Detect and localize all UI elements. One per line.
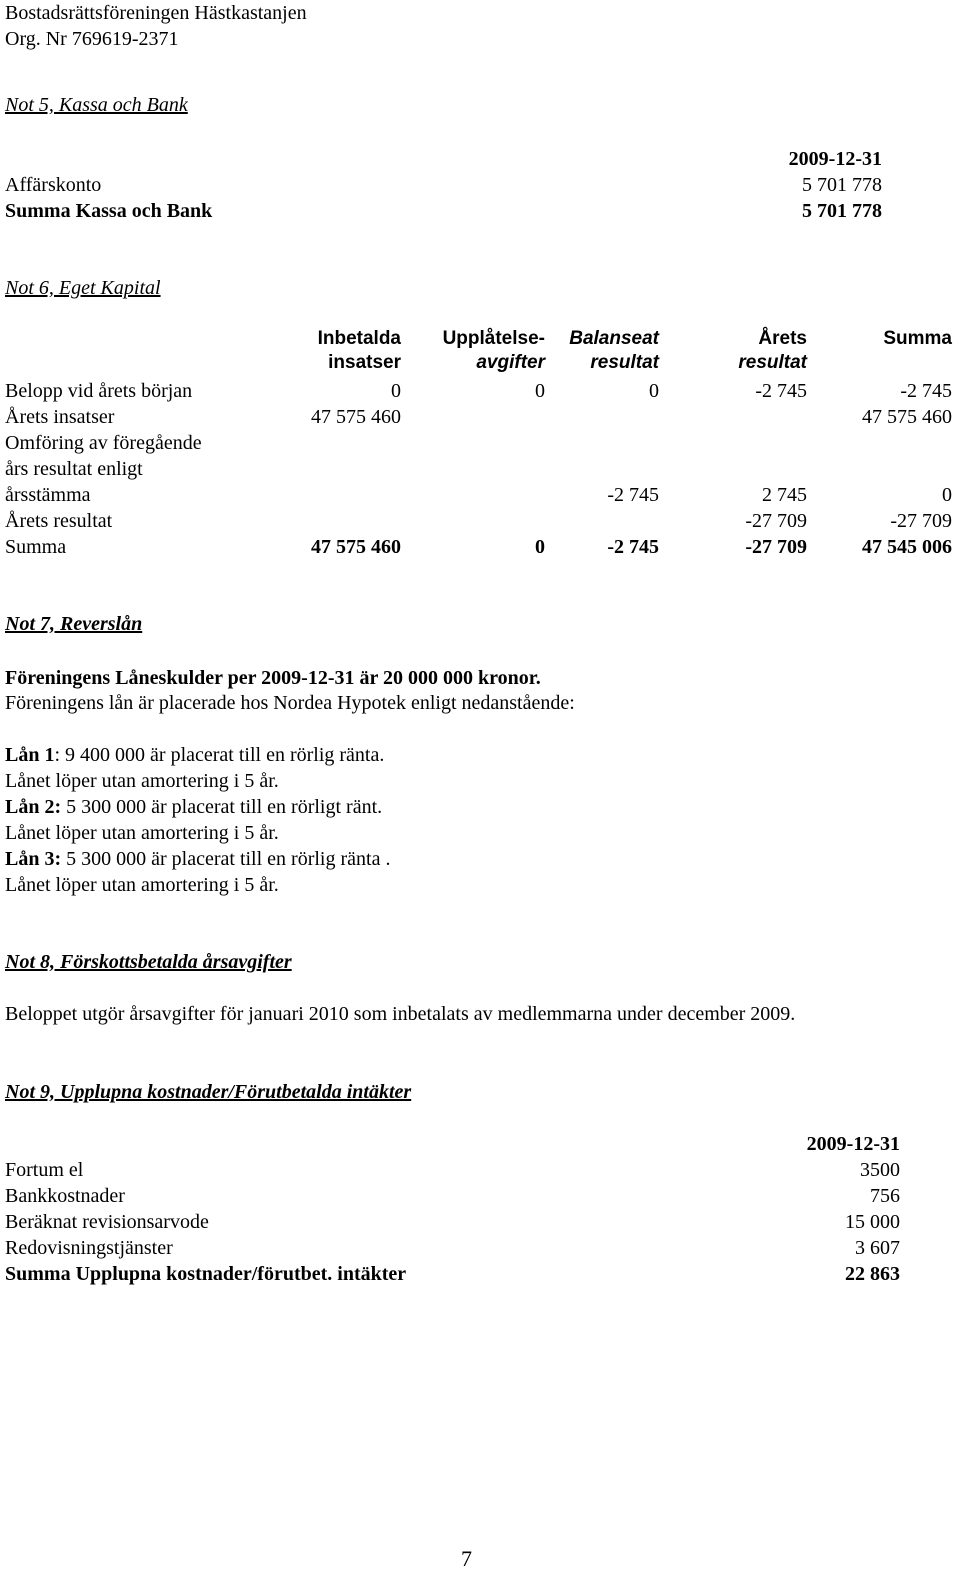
loan-line <box>5 744 384 766</box>
cell: -27 709 <box>745 536 807 558</box>
cell: 47 575 460 <box>311 536 401 558</box>
loan-term: Lånet löper utan amortering i 5 år. <box>5 822 279 844</box>
loan-line <box>5 848 390 870</box>
row-label: Omföring av föregående <box>5 432 202 454</box>
note7-lead: Föreningens Låneskulder per 2009-12-31 är 20 000 000 kronor. <box>5 667 541 689</box>
col-header: Balanseat <box>569 328 659 349</box>
page-number: 7 <box>461 1546 472 1571</box>
note5-sum-label: Summa Kassa och Bank <box>5 200 213 222</box>
note9-date: 2009-12-31 <box>806 1133 900 1155</box>
col-header: Inbetalda <box>317 328 401 349</box>
note9-row-label: Beräknat revisionsarvode <box>5 1211 209 1233</box>
loan-text: 5 300 000 är placerat till en rörlig ränta . <box>61 848 391 870</box>
note9-sum-label: Summa Upplupna kostnader/förutbet. intäkter <box>5 1263 407 1285</box>
table-row <box>0 458 960 484</box>
note5-title: Not 5, Kassa och Bank <box>5 94 188 116</box>
table-row <box>0 510 960 536</box>
loan-term: Lånet löper utan amortering i 5 år. <box>5 874 279 896</box>
cell: -27 709 <box>890 510 952 532</box>
note9-row-value: 3500 <box>860 1159 900 1181</box>
cell: 0 <box>535 380 545 402</box>
table-row-sum <box>0 536 960 562</box>
loan-name: Lån 1 <box>5 744 55 766</box>
note9-sum-value: 22 863 <box>845 1263 900 1285</box>
row-label: Årets insatser <box>5 406 115 428</box>
col-header: resultat <box>590 352 659 373</box>
note7-title: Not 7, Reverslån <box>5 613 143 635</box>
cell: 47 575 460 <box>862 406 952 428</box>
cell: -2 745 <box>607 484 659 506</box>
note9-row-value: 756 <box>870 1185 900 1207</box>
cell: 2 745 <box>762 484 807 506</box>
cell: -2 745 <box>755 380 807 402</box>
note9-row-label: Bankkostnader <box>5 1185 125 1207</box>
col-header: insatser <box>328 352 401 373</box>
table-row <box>0 406 960 432</box>
note9-row-value: 15 000 <box>845 1211 900 1233</box>
loan-text: 9 400 000 är placerat till en rörlig ränta. <box>60 744 385 766</box>
loan-term: Lånet löper utan amortering i 5 år. <box>5 770 279 792</box>
cell: -2 745 <box>607 536 659 558</box>
note9-row-label: Redovisningstjänster <box>5 1237 173 1259</box>
col-header: Årets <box>758 328 807 349</box>
note5-row-value: 5 701 778 <box>802 174 882 196</box>
note9-row-label: Fortum el <box>5 1159 84 1181</box>
note9-title: Not 9, Upplupna kostnader/Förutbetalda intäkter <box>5 1081 412 1103</box>
row-label: Årets resultat <box>5 510 113 532</box>
note6-title: Not 6, Eget Kapital <box>5 277 161 299</box>
table-row <box>0 484 960 510</box>
table-row <box>0 380 960 406</box>
note6-header-row-1 <box>0 328 960 354</box>
cell: 47 545 006 <box>862 536 952 558</box>
note6-header-row-2 <box>0 352 960 378</box>
note5-sum-value: 5 701 778 <box>802 200 882 222</box>
col-header: Summa <box>883 328 952 349</box>
cell: 0 <box>391 380 401 402</box>
loan-name: Lån 2: <box>5 796 62 818</box>
note9-row-value: 3 607 <box>855 1237 900 1259</box>
row-label: årsstämma <box>5 484 91 506</box>
col-header: resultat <box>738 352 807 373</box>
row-label: Belopp vid årets början <box>5 380 193 402</box>
cell: 0 <box>535 536 545 558</box>
loan-sep: : <box>54 744 61 766</box>
note8-text: Beloppet utgör årsavgifter för januari 2010 som inbetalats av medlemmarna under december 2009. <box>5 1003 796 1025</box>
note8-title: Not 8, Förskottsbetalda årsavgifter <box>5 951 292 973</box>
cell: -2 745 <box>900 380 952 402</box>
cell: 47 575 460 <box>311 406 401 428</box>
note5-row-label: Affärskonto <box>5 174 102 196</box>
note7-intro: Föreningens lån är placerade hos Nordea Hypotek enligt nedanstående: <box>5 692 575 714</box>
loan-line <box>5 796 382 818</box>
row-label: års resultat enligt <box>5 458 143 480</box>
loan-name: Lån 3: <box>5 848 62 870</box>
col-header: avgifter <box>476 352 545 373</box>
cell: 0 <box>649 380 659 402</box>
col-header: Upplåtelse- <box>442 328 545 349</box>
cell: 0 <box>942 484 952 506</box>
cell: -27 709 <box>745 510 807 532</box>
note5-date: 2009-12-31 <box>788 148 882 170</box>
table-row <box>0 432 960 458</box>
loan-text: 5 300 000 är placerat till en rörligt ränt. <box>61 796 383 818</box>
org-number: Org. Nr 769619-2371 <box>5 28 179 50</box>
org-name: Bostadsrättsföreningen Hästkastanjen <box>5 2 307 24</box>
row-label: Summa <box>5 536 67 558</box>
